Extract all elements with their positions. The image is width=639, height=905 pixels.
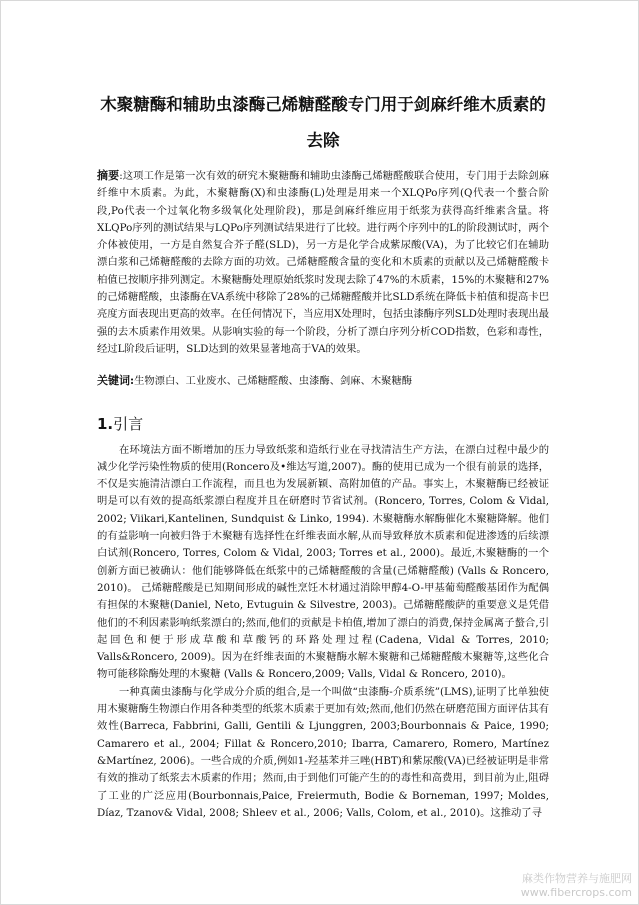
intro-paragraph-1: 在环境法方面不断增加的压力导致纸浆和造纸行业在寻找清洁生产方法，在漂白过程中最少的减少化学污染性物质的使用(Roncero及•维达写道,2007)。酶的使用已成为一个很有前景的选择，不仅是实施清洁漂白工作流程，而且也为发展新颖、高附加值的产品。事实上，木聚糖酶已经被证明是可以有效的提高纸浆漂白程度并且在研磨时节省试剂。(Roncero, Torres, Colom & Vidal, 2002; Viikari,Kantelinen, Sundquist & Linko, 1994). 木聚糖酶水解酶催化木聚糖降解。他们的有益影响一向被归咎于木聚糖有选择性在纤维表面水解,从而导致释放木质素和促进渗透的后续漂白试剂(Roncero, Torres, Colom & Vidal, 2003; Torres et al., 2000)。最近,木聚糖酶的一个创新方面已被确认：他们能够降低在纸浆中的己烯糖醛酸的含量(己烯糖醛酸) (Valls & Roncero, 2010)。 己烯糖醛酸是已知期间形成的碱性烹饪木材通过消除甲醇4-O-甲基葡萄醛酸基团作为配偶有担保的木聚糖(Daniel, Neto, Evtuguin & Silvestre, 2003)。己烯糖醛酸萨的重要意义是凭借他们的不利因素影响纸浆漂白的;然而,他们的贡献是卡柏值,增加了漂白的消费,保持金属离子螯合,引起回色和便于形成草酸和草酸钙的环路处理过程(Cadena, Vidal & Torres, 2010; Valls&Roncero, 2009)。因为在纤维表面的木聚糖酶水解木聚糖和己烯糖醛酸木聚糖等,这些化合物可能移除酶处理的木聚糖 (Valls & Roncero,2009; Valls, Vidal & Roncero, 2010)。: [97, 443, 549, 681]
site-watermark: [521, 872, 632, 900]
section-title: 引言: [113, 414, 144, 433]
keywords-label: 关键词:: [97, 374, 135, 388]
abstract-label: 摘要: [97, 169, 120, 182]
watermark-url: www.fibercrops.com: [520, 886, 632, 899]
paper-title: 木聚糖酶和辅助虫漆酶己烯糖醛酸专门用于剑麻纤维木质素的去除: [100, 95, 546, 150]
abstract-text: :这项工作是第一次有效的研究木聚糖酶和辅助虫漆酶己烯糖醛酸联合使用，专门用于去除剑麻纤维中木质素。为此，木聚糖酶(X)和虫漆酶(L)处理是用来一个XLQPo序列(Q代表一个螯合阶段,Po代表一个过氧化物多级氧化处理阶段)，那是剑麻纤维应用于纸浆为获得高纤维素含量。将XLQPo序列的测试结果与LQPo序列测试结果进行了比较。进行两个序列中的L的阶段测试时，两个介体被使用，一方是自然复合芥子醛(SLD)，另一方是化学合成紫尿酸(VA)，为了比较它们在辅助漂白浆和己烯糖醛酸的去除方面的功效。己烯糖醛酸含量的变化和木质素的贡献以及己烯糖醛酸卡柏值已按顺序排列测定。木聚糖酶处理原始纸浆时发现去除了47%的木质素，15%的木聚糖和27%的己烯糖醛酸，虫漆酶在VA系统中移除了28%的己烯糖醛酸并比SLD系统在降低卡柏值和提高卡巴亮度方面表现出更高的效率。在任何情况下，当应用X处理时，包括虫漆酶序列SLD处理时表现出最强的去木质素作用效果。从影响实验的每一个阶段，分析了漂白序列分析COD指数，色彩和毒性，经过L阶段后证明，SLD达到的效果显著地高于VA的效果。: [97, 170, 549, 355]
intro-paragraph-2: 一种真菌虫漆酶与化学成分介质的组合,是一个叫做“虫漆酶-介质系统”(LMS),证明了比单独使用木聚糖酶生物漂白作用各种类型的纸浆木质素于更加有效;然而,他们仍然在研磨范围方面评估其有效性(Barreca, Fabbrini, Galli, Gentili & Ljunggren, 2003;Bourbonnais & Paice, 1990; Camarero et al., 2004; Fillat & Roncero,2010; Ibarra, Camarero, Romero, Martínez &Martínez, 2006)。一些合成的介质,例如1-羟基苯并三唑(HBT)和紫尿酸(VA)已经被证明是非常有效的推动了纸浆去木质素的作用；然而,由于到他们可能产生的的毒性和高费用，到目前为止,阻碍了工业的广泛应用(Bourbonnais,Paice, Freiermuth, Bodie & Borneman, 1997; Moldes, Díaz, Tzanov& Vidal, 2008; Shleev et al., 2006; Valls, Colom, et al., 2010)。这推动了寻: [97, 685, 549, 819]
keywords-text: 生物漂白、工业废水、己烯糖醛酸、虫漆酶、剑麻、木聚糖酶: [134, 375, 413, 388]
abstract: [97, 167, 549, 358]
paper-body: [97, 87, 549, 822]
section-heading-introduction: [97, 413, 549, 434]
watermark-site-name: 麻类作物营养与施肥网: [522, 872, 632, 885]
section-number: 1.: [97, 414, 114, 433]
keywords: [97, 372, 549, 390]
